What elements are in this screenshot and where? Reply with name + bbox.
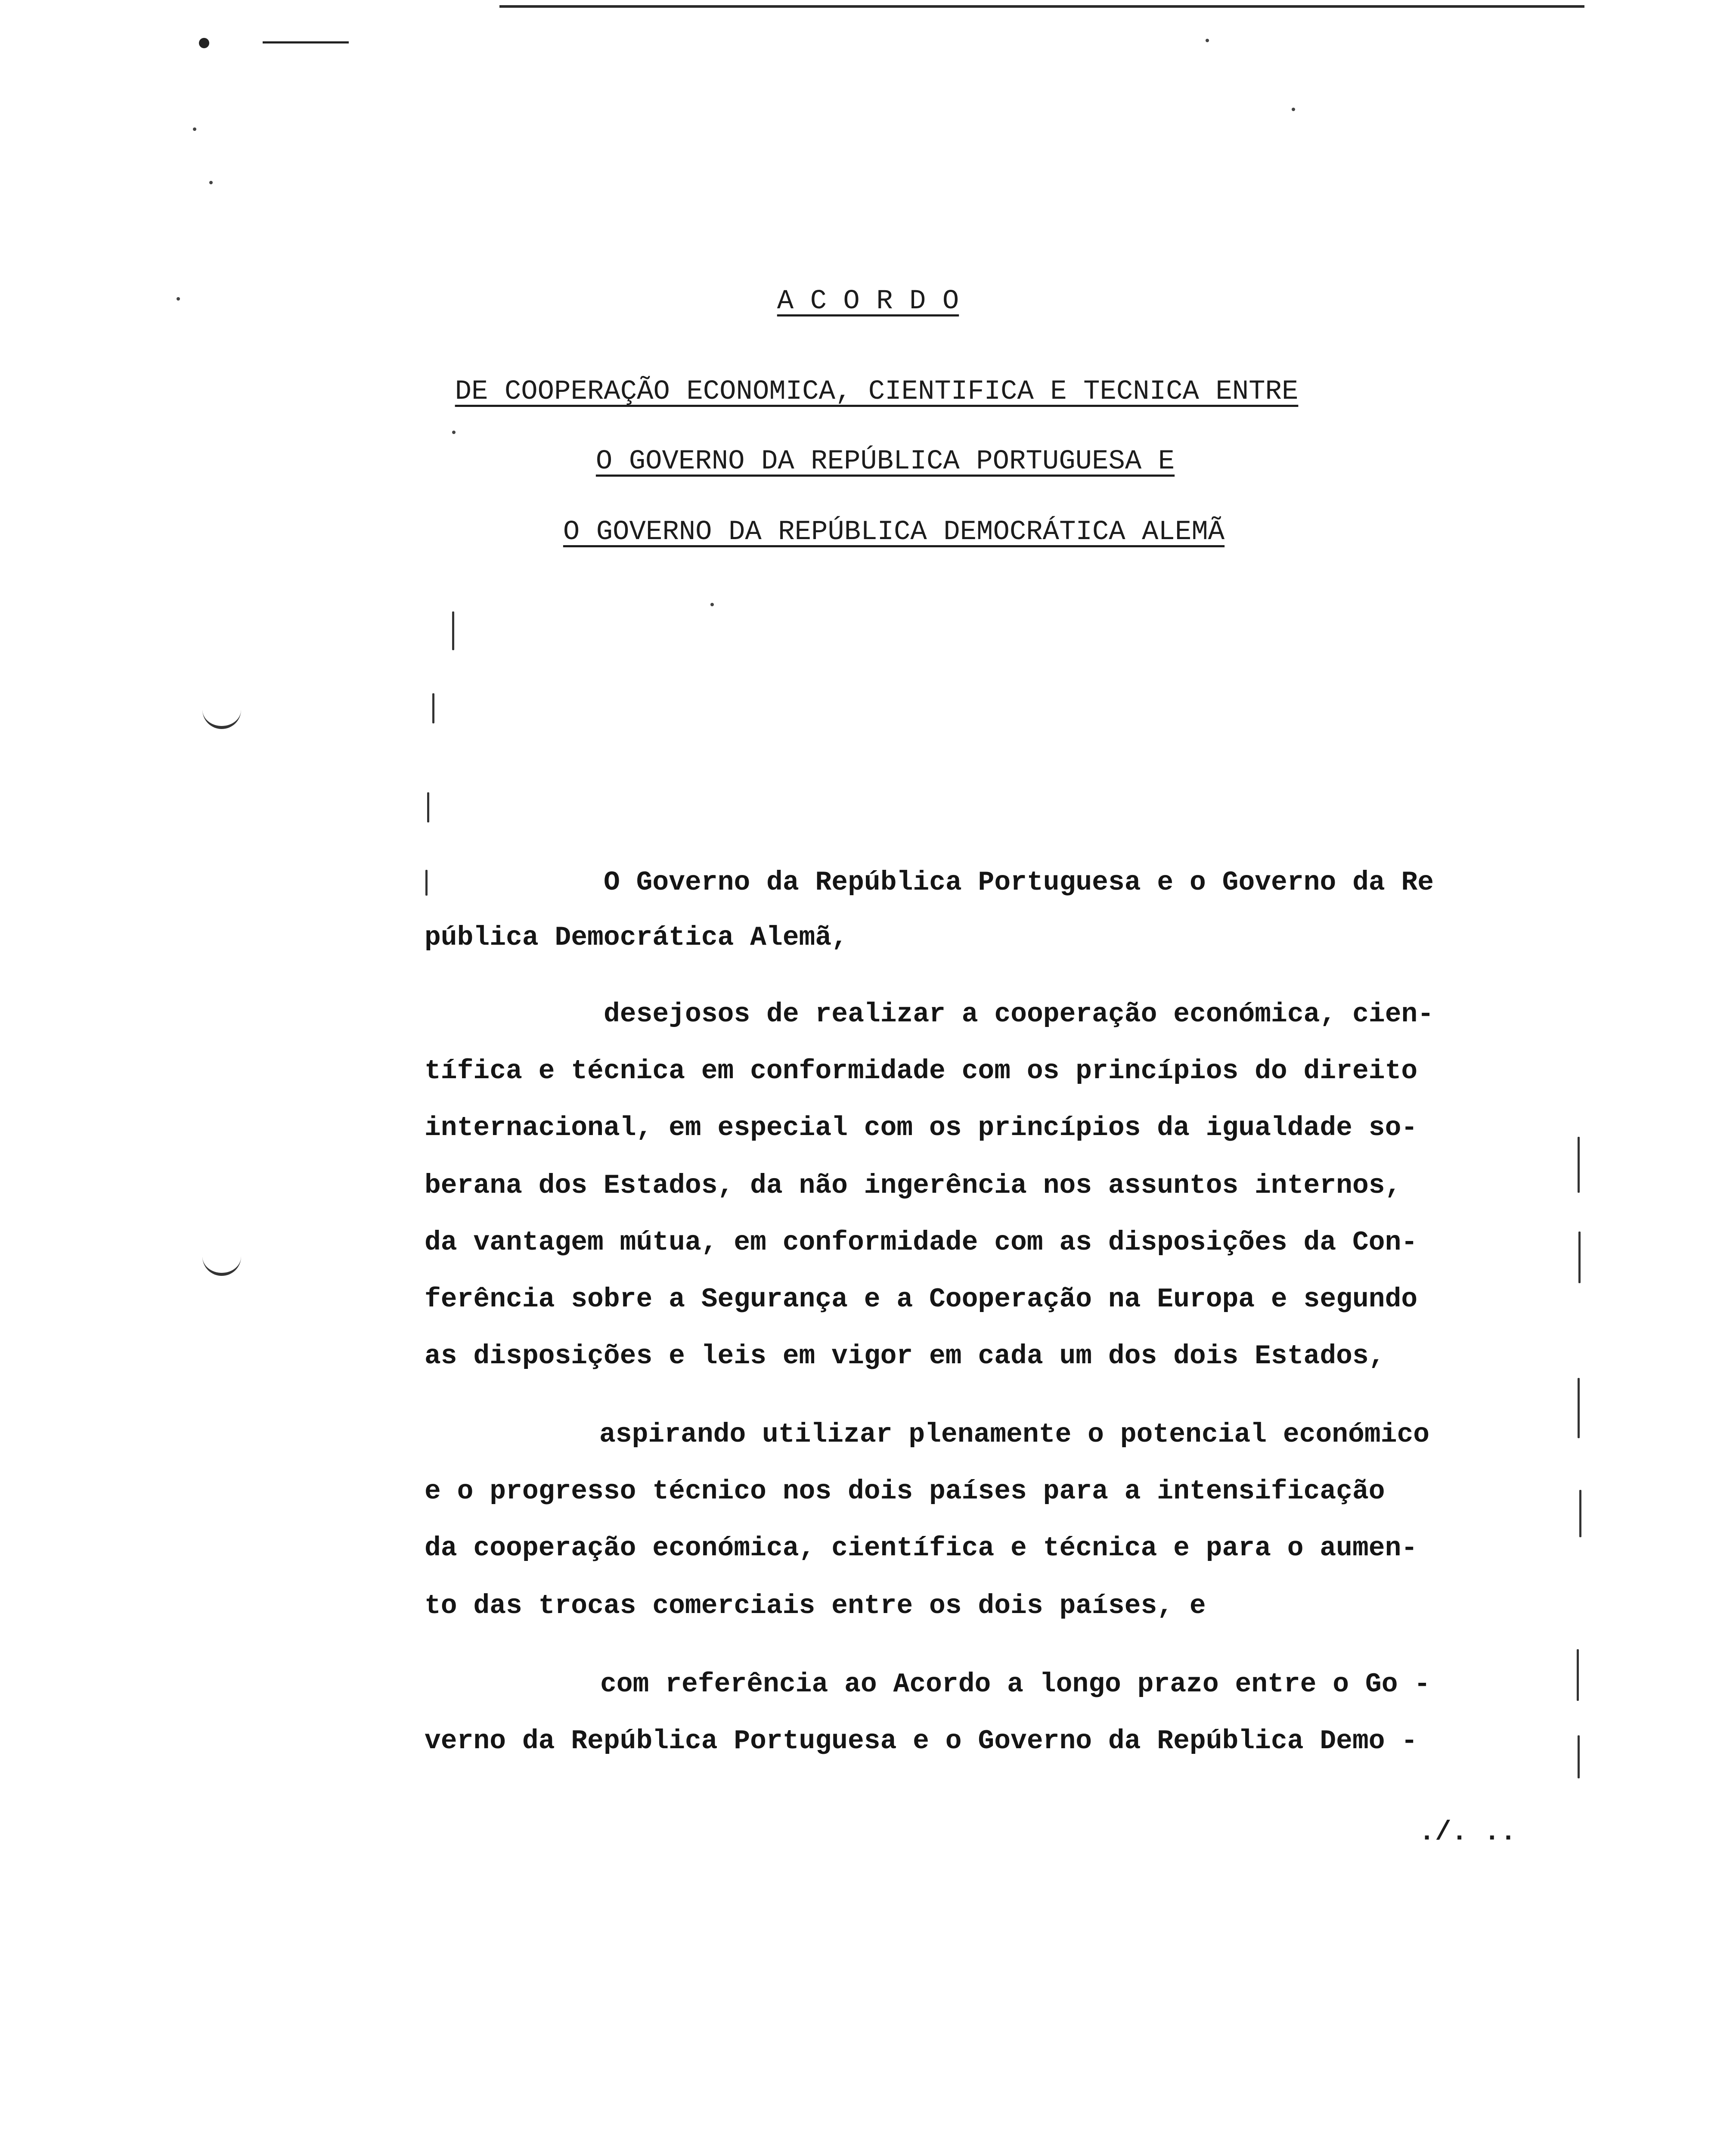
scan-speck (193, 127, 196, 131)
scan-speck (1206, 39, 1209, 42)
body-line: aspirando utilizar plenamente o potencial económico (599, 1419, 1430, 1450)
body-line: e o progresso técnico nos dois países para a intensificação (425, 1476, 1385, 1507)
body-line: tífica e técnica em conformidade com os princípios do direito (425, 1056, 1418, 1086)
scan-speck (452, 431, 456, 434)
scan-speck (209, 181, 213, 184)
punch-hole-mark (202, 1253, 241, 1276)
body-line: da vantagem mútua, em conformidade com as disposições da Con- (425, 1227, 1418, 1258)
body-line: ferência sobre a Segurança e a Cooperação na Europa e segundo (425, 1284, 1418, 1315)
continuation-mark: ./. .. (1419, 1817, 1516, 1848)
scan-vertical-mark (1577, 1649, 1579, 1701)
scan-speck (710, 603, 714, 606)
scan-speck (1292, 108, 1295, 111)
body-line: com referência ao Acordo a longo prazo entre o Go - (600, 1669, 1431, 1700)
body-line: pública Democrática Alemã, (425, 922, 848, 953)
document-title: A C O R D O (777, 286, 959, 317)
subtitle-line: DE COOPERAÇÃO ECONOMICA, CIENTIFICA E TECNICA ENTRE (455, 376, 1299, 407)
scan-vertical-mark (1578, 1137, 1580, 1193)
scan-vertical-mark (1578, 1735, 1580, 1778)
scan-vertical-mark (452, 611, 454, 650)
body-line: to das trocas comerciais entre os dois países, e (425, 1591, 1206, 1621)
subtitle-line: O GOVERNO DA REPÚBLICA PORTUGUESA E (595, 446, 1175, 477)
scan-vertical-mark (427, 792, 429, 822)
scan-vertical-mark (425, 870, 428, 896)
scan-vertical-mark (432, 693, 434, 723)
subtitle-line: O GOVERNO DA REPÚBLICA DEMOCRÁTICA ALEMÃ (563, 517, 1225, 548)
body-line: da cooperação económica, científica e técnica e para o aumen- (425, 1533, 1418, 1564)
body-line: berana dos Estados, da não ingerência nos assuntos internos, (425, 1170, 1401, 1201)
body-line: verno da República Portuguesa e o Governo da República Demo - (425, 1726, 1418, 1756)
body-line: O Governo da República Portuguesa e o Governo da Re (604, 867, 1434, 898)
scan-vertical-mark (1578, 1378, 1580, 1438)
scan-vertical-mark (1578, 1232, 1581, 1283)
body-line: as disposições e leis em vigor em cada um dos dois Estados, (425, 1341, 1385, 1371)
scan-dash-mark (263, 41, 349, 43)
punch-hole-mark (202, 706, 241, 729)
scan-vertical-mark (1579, 1490, 1581, 1537)
body-line: internacional, em especial com os princípios da igualdade so- (425, 1113, 1418, 1143)
scan-dot-mark (199, 38, 209, 48)
body-line: desejosos de realizar a cooperação económica, cien- (604, 999, 1434, 1030)
scan-top-edge (499, 5, 1584, 8)
